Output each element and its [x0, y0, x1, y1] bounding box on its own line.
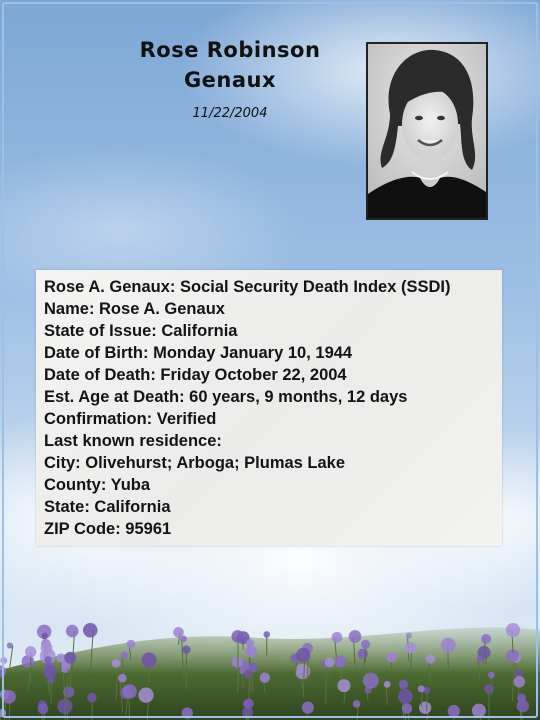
- flower-blossom: [358, 649, 368, 659]
- flower-blossom: [325, 658, 335, 668]
- flower-blossom: [263, 631, 270, 638]
- flower-blossom: [57, 699, 72, 714]
- flower-blossom: [472, 704, 486, 718]
- flower-meadow: [0, 560, 540, 720]
- flower-blossom: [138, 688, 153, 703]
- flower-blossom: [361, 640, 370, 649]
- flower-blossom: [43, 666, 56, 679]
- record-date-of-birth: Date of Birth: Monday January 10, 1944: [44, 344, 353, 362]
- flower-blossom: [118, 674, 127, 683]
- flower-blossom: [386, 652, 396, 662]
- flower-blossom: [63, 686, 74, 697]
- flower-blossom: [506, 623, 520, 637]
- flower-blossom: [25, 646, 36, 657]
- flower-blossom: [363, 673, 379, 689]
- flower-blossom: [398, 689, 413, 704]
- flower-blossom: [42, 633, 48, 639]
- flower-blossom: [249, 663, 259, 673]
- flower-blossom: [7, 642, 13, 648]
- flower-blossom: [244, 698, 254, 708]
- flower-blossom: [332, 632, 343, 643]
- flower-blossom: [121, 651, 129, 659]
- flower-blossom: [48, 677, 55, 684]
- flower-blossom: [231, 630, 244, 643]
- flower-blossom: [426, 654, 435, 663]
- flower-blossom: [405, 642, 417, 654]
- record-state: State: California: [44, 498, 171, 516]
- ssdi-record: [36, 270, 502, 546]
- flower-blossom: [112, 659, 121, 668]
- flower-blossom: [260, 672, 270, 682]
- record-zip-code: ZIP Code: 95961: [44, 520, 172, 538]
- memorial-title: [100, 38, 360, 121]
- record-heading: Rose A. Genaux: Social Security Death Index (SSDI): [44, 278, 451, 296]
- portrait-image: [368, 44, 486, 218]
- flower-blossom: [87, 693, 96, 702]
- record-state-of-issue: State of Issue: California: [44, 322, 238, 340]
- record-city: City: Olivehurst; Arboga; Plumas Lake: [44, 454, 346, 472]
- flower-blossom: [142, 652, 157, 667]
- flower-blossom: [83, 623, 97, 637]
- flower-blossom: [302, 702, 314, 714]
- title-date: 11/22/2004: [192, 106, 268, 121]
- flower-blossom: [296, 648, 310, 662]
- flower-blossom: [488, 672, 495, 679]
- flower-blossom: [418, 685, 425, 692]
- record-name: Name: Rose A. Genaux: [44, 300, 225, 318]
- flower-blossom: [349, 630, 362, 643]
- flower-blossom: [406, 633, 412, 639]
- flower-blossom: [481, 634, 491, 644]
- record-age-at-death: Est. Age at Death: 60 years, 9 months, 12 days: [44, 388, 408, 406]
- flower-blossom: [38, 703, 49, 714]
- flower-blossom: [476, 656, 483, 663]
- record-date-of-death: Date of Death: Friday October 22, 2004: [44, 366, 347, 384]
- flower-blossom: [384, 681, 391, 688]
- flower-blossom: [64, 652, 76, 664]
- flower-blossom: [182, 707, 193, 718]
- record-confirmation: Confirmation: Verified: [44, 410, 217, 428]
- title-name-line1: Rose Robinson: [139, 38, 321, 62]
- record-last-residence: Last known residence:: [44, 432, 222, 450]
- title-name-line2: Genaux: [183, 68, 277, 92]
- flower-blossom: [0, 657, 7, 664]
- flower-blossom: [353, 700, 361, 708]
- flower-blossom: [122, 684, 136, 698]
- flower-blossom: [127, 640, 136, 649]
- meadow-image: [0, 560, 540, 720]
- flower-blossom: [337, 679, 350, 692]
- flower-blossom: [484, 684, 494, 694]
- flower-blossom: [334, 656, 346, 668]
- flower-blossom: [66, 625, 79, 638]
- flower-blossom: [516, 700, 529, 713]
- record-county: County: Yuba: [44, 476, 151, 494]
- flower-blossom: [2, 690, 16, 704]
- flower-blossom: [441, 638, 456, 653]
- flower-blossom: [180, 636, 187, 643]
- flower-blossom: [419, 702, 431, 714]
- flower-blossom: [402, 703, 412, 713]
- flower-blossom: [399, 680, 408, 689]
- portrait-photo: [366, 42, 488, 220]
- flower-blossom: [232, 656, 243, 667]
- flower-blossom: [514, 676, 526, 688]
- flower-blossom: [182, 646, 190, 654]
- flower-blossom: [245, 645, 257, 657]
- flower-blossom: [56, 653, 65, 662]
- flower-blossom: [448, 705, 460, 717]
